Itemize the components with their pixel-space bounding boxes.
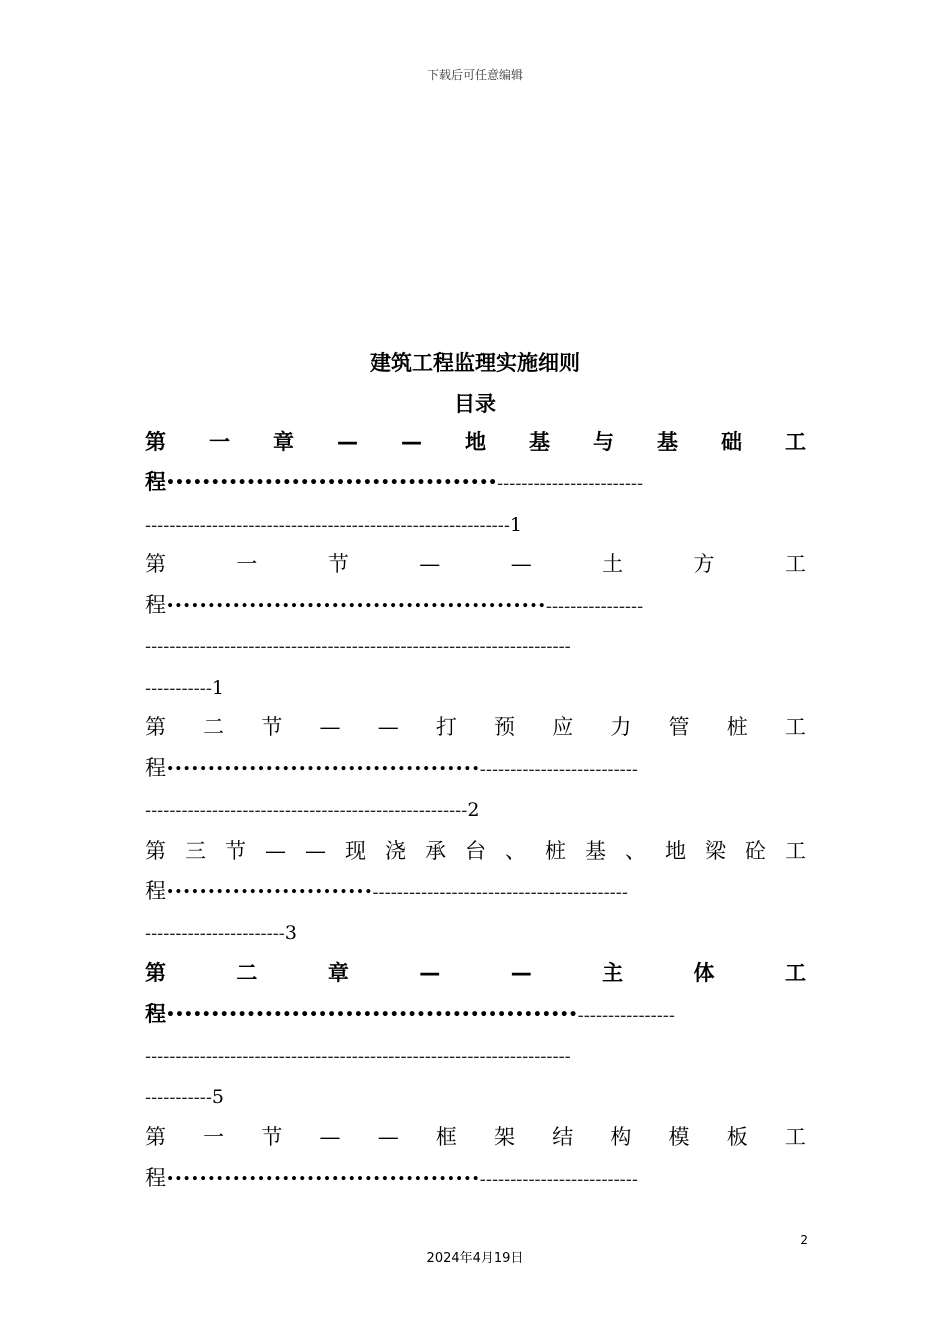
toc-entry-char: 构 <box>610 1125 632 1149</box>
toc-entry-leader: 程••••••••••••••••••••••••••••••••••••••••••••••---------------- <box>145 593 644 617</box>
toc-entry-char: — <box>377 1125 399 1149</box>
toc-entry-char: 与 <box>593 430 614 454</box>
toc-entry-char: 板 <box>726 1125 748 1149</box>
toc-entry-char: 基 <box>529 430 550 454</box>
toc-entry-page: 5 <box>211 1086 224 1108</box>
toc-entry-char: 一 <box>203 1125 225 1149</box>
toc-entry-char: 第 <box>145 552 166 576</box>
toc-entry-char: — <box>337 430 358 454</box>
toc-entry-char: 架 <box>494 1125 516 1149</box>
toc-heading: 目录 <box>454 392 496 416</box>
toc-entry-page: 2 <box>467 799 480 821</box>
toc-entry-char: 土 <box>602 552 624 576</box>
toc-entry-title <box>145 1122 806 1152</box>
toc-entry-char: 第 <box>145 430 166 454</box>
toc-entry-char: 基 <box>585 839 606 863</box>
toc-entry-leader: 程•••••••••••••••••••••••••••••••••••••------------------------ <box>145 470 644 494</box>
toc-entry-tail: 程 <box>145 470 166 494</box>
toc-entry-char: 节 <box>261 1125 283 1149</box>
toc-entry-char: 应 <box>552 715 574 739</box>
toc-entry-char: — <box>305 839 326 863</box>
toc-entry-char: 桩 <box>726 715 748 739</box>
toc-entry-char: — <box>401 430 422 454</box>
toc-entry-char: 结 <box>552 1125 574 1149</box>
toc-entry-continuation: ---------------------------------------------------------------------- <box>145 1046 571 1067</box>
toc-entry-char: 第 <box>145 839 166 863</box>
toc-entry-char: 三 <box>185 839 206 863</box>
toc-entry-char: 预 <box>494 715 516 739</box>
toc-entry-char: 节 <box>225 839 246 863</box>
toc-entry-char: 章 <box>273 430 294 454</box>
toc-entry-char: 工 <box>785 839 806 863</box>
toc-entry-char: 基 <box>657 430 678 454</box>
toc-entry-continuation: ------------------------------------------------------------1 <box>145 514 523 536</box>
toc-entry-char: 二 <box>236 961 258 985</box>
toc-entry-title <box>145 836 806 866</box>
toc-entry-continuation: -----------5 <box>145 1086 224 1108</box>
toc-entry-char: 一 <box>236 552 258 576</box>
toc-entry-char: 工 <box>784 552 806 576</box>
toc-entry-char: 工 <box>784 1125 806 1149</box>
toc-entry-char: 第 <box>145 961 166 985</box>
toc-entry-tail: 程 <box>145 1002 166 1026</box>
toc-entry-continuation: ---------------------------------------------------------------------- <box>145 636 571 657</box>
toc-entry-leader: 程••••••••••••••••••••••••••••••••••••••-------------------------- <box>145 756 638 780</box>
toc-entry-char: 承 <box>425 839 446 863</box>
toc-entry-char: 、 <box>505 839 526 863</box>
toc-entry-char: 方 <box>693 552 715 576</box>
toc-entry-title <box>145 958 806 988</box>
toc-entry-char: 现 <box>345 839 366 863</box>
toc-entry-char: — <box>377 715 399 739</box>
toc-entry-char: 节 <box>327 552 349 576</box>
toc-entry-char: 工 <box>784 961 806 985</box>
toc-entry-char: 地 <box>465 430 486 454</box>
toc-entry-page: 3 <box>284 922 297 944</box>
toc-entry-page: 1 <box>211 677 224 699</box>
toc-entry-char: 二 <box>203 715 225 739</box>
toc-entry-char: — <box>510 961 532 985</box>
toc-entry-char: 节 <box>261 715 283 739</box>
page-footer-date: 2024年4月19日 <box>426 1251 524 1266</box>
toc-entry-char: — <box>510 552 532 576</box>
toc-entry-char: 模 <box>668 1125 690 1149</box>
toc-entry-char: 梁 <box>705 839 726 863</box>
toc-entry-char: 桩 <box>545 839 566 863</box>
toc-entry-char: 力 <box>610 715 632 739</box>
toc-entry-char: — <box>419 552 441 576</box>
toc-entry-char: 打 <box>435 715 457 739</box>
page-number: 2 <box>800 1233 808 1247</box>
toc-entry-char: 一 <box>209 430 230 454</box>
toc-entry-leader: 程••••••••••••••••••••••••••••••••••••••••••••••---------------- <box>145 1002 675 1026</box>
toc-entry-page: 1 <box>509 514 523 536</box>
toc-entry-char: 工 <box>785 430 806 454</box>
toc-entry-char: — <box>419 961 441 985</box>
toc-entry-char: 主 <box>602 961 624 985</box>
toc-entry-tail: 程 <box>145 593 166 617</box>
toc-entry-char: 浇 <box>385 839 406 863</box>
toc-entry-continuation: -----------------------3 <box>145 922 297 944</box>
toc-entry-char: 砼 <box>745 839 766 863</box>
toc-entry-title <box>145 712 806 742</box>
toc-entry-title <box>145 427 806 457</box>
toc-entry-tail: 程 <box>145 756 166 780</box>
toc-entry-title <box>145 549 806 579</box>
document-title: 建筑工程监理实施细则 <box>370 351 580 375</box>
toc-entry-char: 第 <box>145 715 166 739</box>
toc-entry-char: — <box>265 839 286 863</box>
toc-entry-char: 第 <box>145 1125 166 1149</box>
toc-entry-char: 工 <box>784 715 806 739</box>
toc-entry-char: 章 <box>327 961 349 985</box>
toc-entry-continuation: -----------1 <box>145 677 224 699</box>
toc-entry-char: 、 <box>625 839 646 863</box>
toc-entry-char: — <box>319 1125 341 1149</box>
toc-entry-char: 框 <box>435 1125 457 1149</box>
toc-entry-tail: 程 <box>145 879 166 903</box>
toc-entry-char: 础 <box>721 430 742 454</box>
toc-entry-leader: 程••••••••••••••••••••••••••••••••••••••-------------------------- <box>145 1166 638 1190</box>
toc-entry-char: 地 <box>665 839 686 863</box>
toc-entry-char: 体 <box>693 961 715 985</box>
toc-entry-tail: 程 <box>145 1166 166 1190</box>
toc-entry-continuation: -----------------------------------------------------2 <box>145 799 480 821</box>
toc-entry-leader: 程•••••••••••••••••••••••••------------------------------------------ <box>145 879 628 903</box>
toc-entry-char: — <box>319 715 341 739</box>
toc-entry-char: 管 <box>668 715 690 739</box>
toc-entry-char: 台 <box>465 839 486 863</box>
page-header: 下载后可任意编辑 <box>426 68 523 82</box>
